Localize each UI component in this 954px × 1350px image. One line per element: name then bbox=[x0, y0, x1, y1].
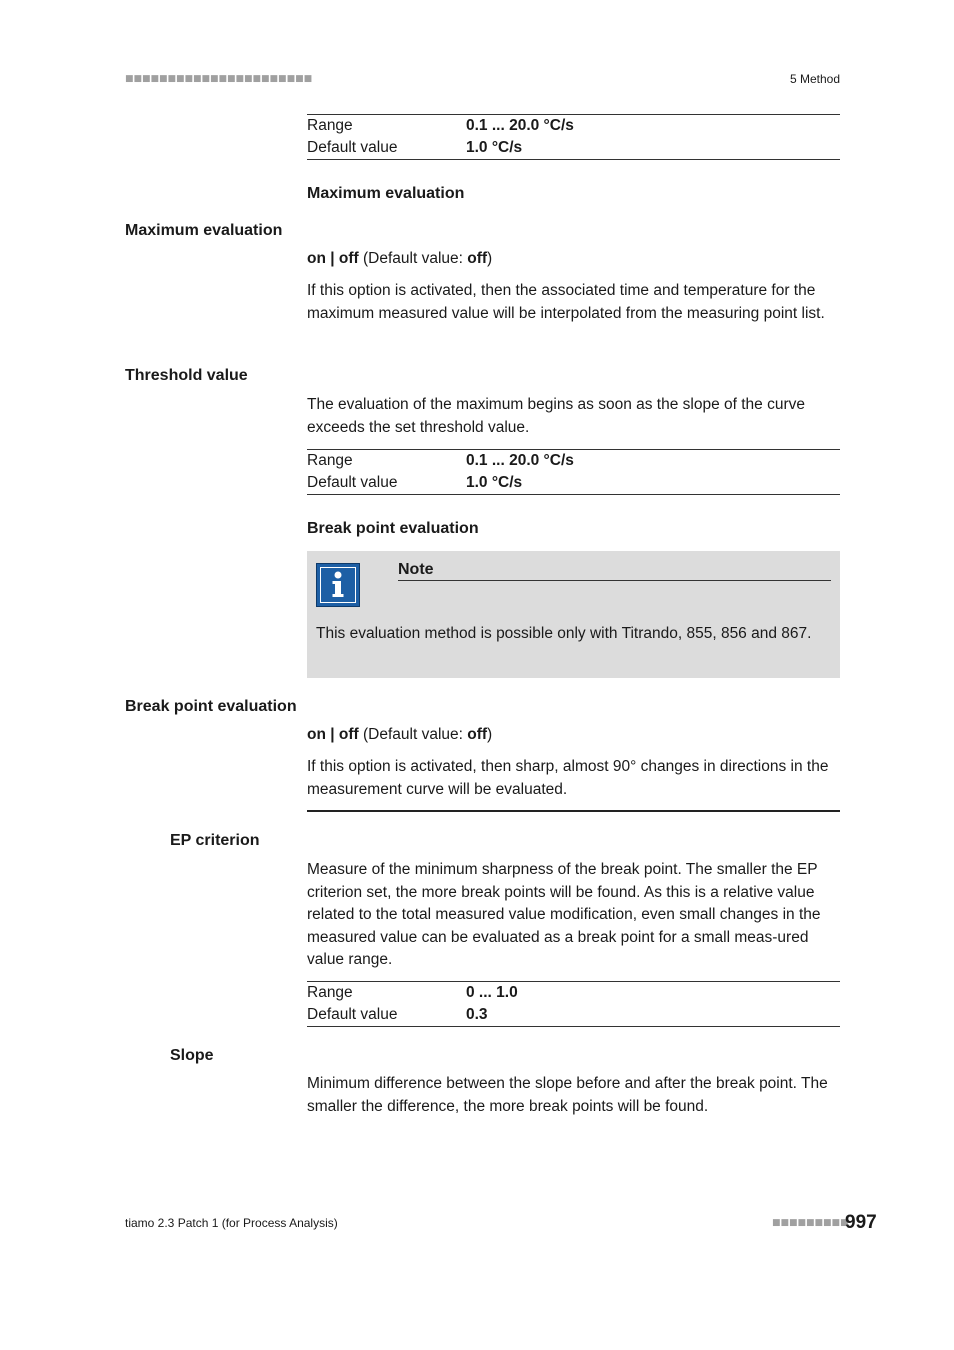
param-value: 0.3 bbox=[466, 1006, 488, 1023]
param-key: Range bbox=[307, 117, 353, 134]
page-number: 997 bbox=[845, 1212, 877, 1233]
footer-decoration: ■■■■■■■■■ bbox=[772, 1218, 849, 1228]
param-value: 1.0 °C/s bbox=[466, 139, 523, 156]
param-key: Default value bbox=[307, 139, 398, 156]
table-row bbox=[307, 115, 840, 137]
section-heading-break-point-evaluation: Break point evaluation bbox=[307, 520, 479, 537]
param-value: 0.1 ... 20.0 °C/s bbox=[466, 452, 574, 469]
default-prefix: (Default value: bbox=[358, 726, 468, 743]
param-key: Range bbox=[307, 984, 353, 1001]
table-row bbox=[307, 982, 840, 1004]
table-row bbox=[307, 450, 840, 472]
option-values: on | off bbox=[307, 250, 359, 267]
description-ep-criterion: Measure of the minimum sharpness of the break point. The smaller the EP criterion set, the more break points will be found. As this is a relative value related to the total measured value modification, even small changes in the measured value can be evaluated as a break point for a small meas-ured value range. bbox=[307, 861, 821, 968]
option-values: on | off bbox=[307, 726, 359, 743]
header-section-title: 5 Method bbox=[789, 72, 840, 86]
section-heading-maximum-evaluation: Maximum evaluation bbox=[307, 185, 465, 202]
param-key: Default value bbox=[307, 1006, 398, 1023]
description-slope: Minimum difference between the slope before and after the break point. The smaller the difference, the more break points will be found. bbox=[307, 1075, 828, 1115]
param-table-ep-criterion bbox=[307, 981, 840, 1027]
note-text: This evaluation method is possible only with Titrando, 855, 856 and 867. bbox=[316, 625, 812, 642]
param-table-top bbox=[307, 114, 840, 160]
description-threshold-value: The evaluation of the maximum begins as soon as the slope of the curve exceeds the set threshold value. bbox=[307, 396, 806, 436]
default-value: off bbox=[467, 250, 488, 267]
param-label-maximum-evaluation: Maximum evaluation bbox=[125, 222, 283, 239]
info-icon bbox=[316, 563, 360, 607]
default-suffix: ) bbox=[487, 726, 493, 743]
param-label-threshold-value: Threshold value bbox=[125, 367, 248, 384]
table-row bbox=[307, 137, 840, 159]
footer-product-name: tiamo 2.3 Patch 1 (for Process Analysis) bbox=[125, 1216, 338, 1230]
param-label-break-point-evaluation: Break point evaluation bbox=[125, 698, 297, 715]
description-break-point-evaluation: If this option is activated, then sharp, almost 90° changes in directions in the measurement curve will be evaluated. bbox=[307, 758, 829, 798]
section-divider bbox=[307, 810, 840, 812]
param-key: Default value bbox=[307, 474, 398, 491]
param-value: 0.1 ... 20.0 °C/s bbox=[466, 117, 574, 134]
param-label-ep-criterion: EP criterion bbox=[170, 832, 260, 849]
table-row bbox=[307, 1004, 840, 1026]
param-label-slope: Slope bbox=[170, 1047, 214, 1064]
default-prefix: (Default value: bbox=[358, 250, 468, 267]
default-value: off bbox=[467, 726, 488, 743]
param-key: Range bbox=[307, 452, 353, 469]
param-options-maximum-evaluation bbox=[307, 248, 492, 271]
param-value: 1.0 °C/s bbox=[466, 474, 523, 491]
param-value: 0 ... 1.0 bbox=[466, 984, 518, 1001]
param-options-break-point-evaluation bbox=[307, 724, 492, 747]
note-title: Note bbox=[398, 561, 831, 581]
table-row bbox=[307, 472, 840, 494]
param-table-threshold bbox=[307, 449, 840, 495]
default-suffix: ) bbox=[487, 250, 493, 267]
note-box bbox=[307, 551, 840, 678]
header-decoration: ■■■■■■■■■■■■■■■■■■■■■■ bbox=[125, 74, 313, 84]
description-maximum-evaluation: If this option is activated, then the associated time and temperature for the maximum measured value will be interpolated from the measuring point list. bbox=[307, 282, 825, 322]
